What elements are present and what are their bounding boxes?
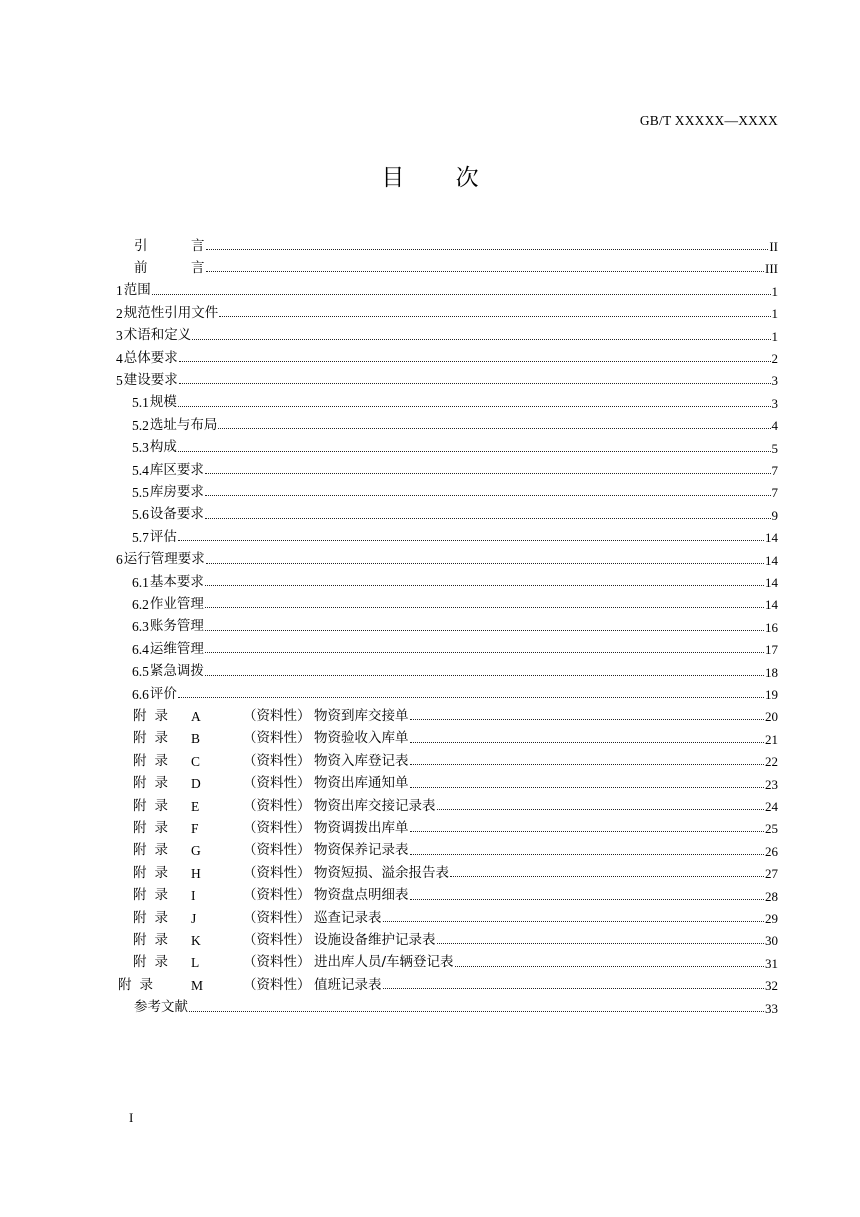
- dot-leader: [205, 630, 764, 631]
- toc-entry[interactable]: [116, 522, 778, 544]
- appendix-nature: （资料性）: [243, 730, 311, 747]
- dot-leader: [206, 271, 765, 272]
- section-title: 作业管理: [149, 595, 204, 612]
- toc-entry[interactable]: [116, 858, 778, 880]
- section-number: 5.7: [132, 529, 149, 545]
- section-number: 1: [116, 283, 123, 299]
- toc-page-number: 33: [765, 1000, 778, 1016]
- section-number: 5.1: [132, 395, 149, 411]
- dot-leader: [455, 966, 764, 967]
- toc-entry[interactable]: [116, 634, 778, 656]
- toc-entry-label: [133, 909, 382, 926]
- dot-leader: [219, 316, 770, 317]
- toc-entry[interactable]: [116, 410, 778, 432]
- dot-leader: [410, 742, 765, 743]
- appendix-prefix: 附录: [133, 864, 176, 881]
- section-title: 规模: [149, 394, 177, 411]
- toc-page-number: 1: [771, 328, 778, 344]
- toc-entry[interactable]: [116, 455, 778, 477]
- toc-entry[interactable]: [116, 746, 778, 768]
- appendix-nature: （资料性）: [243, 752, 311, 769]
- toc-page-number: 17: [765, 642, 778, 658]
- appendix-letter: M: [191, 977, 204, 993]
- toc-entry[interactable]: [116, 298, 778, 320]
- dot-leader: [410, 899, 765, 900]
- dot-leader: [179, 361, 771, 362]
- toc-entry-label: [132, 665, 204, 679]
- toc-entry-label: [116, 284, 151, 298]
- dot-leader: [178, 451, 771, 452]
- toc-entry-label: [132, 595, 204, 612]
- dot-leader: [205, 675, 764, 676]
- appendix-letter: B: [191, 731, 201, 747]
- appendix-prefix: 附录: [133, 909, 176, 926]
- dot-leader: [410, 787, 765, 788]
- toc-entry-label: [132, 685, 177, 702]
- section-title: 构成: [149, 439, 177, 456]
- section-number: 6.5: [132, 664, 149, 680]
- toc-entry-label: [133, 797, 436, 814]
- appendix-prefix: 附录: [133, 797, 176, 814]
- toc-page-number: 14: [765, 597, 778, 613]
- page-number: I: [129, 1110, 134, 1125]
- toc-entry[interactable]: [116, 231, 778, 253]
- section-number: 6.4: [132, 641, 149, 657]
- toc-entry-label: [133, 864, 449, 881]
- toc-entry-label: [132, 640, 204, 657]
- toc-page-number: 27: [765, 866, 778, 882]
- toc-entry-label: [133, 931, 436, 948]
- section-number: 6: [116, 552, 123, 568]
- toc-entry-label: [133, 777, 409, 791]
- appendix-title: 物资验收入库单: [314, 730, 409, 747]
- toc-entry-label: [133, 752, 409, 769]
- dot-leader: [152, 294, 771, 295]
- appendix-letter: L: [191, 955, 200, 971]
- toc-page-number: 2: [771, 351, 778, 366]
- section-title: 参考文献: [134, 999, 188, 1016]
- section-title: 库房要求: [149, 483, 204, 500]
- section-number: 2: [116, 305, 123, 321]
- section-title: 前 言: [134, 259, 220, 276]
- toc-entry[interactable]: [116, 567, 778, 589]
- appendix-letter: F: [191, 820, 199, 836]
- section-number: 3: [116, 328, 123, 344]
- toc-page-number: 14: [765, 530, 778, 546]
- dot-leader: [218, 428, 770, 429]
- toc-entry-label: [133, 844, 409, 858]
- toc-page-number: 5: [771, 440, 778, 456]
- section-title: 设备要求: [149, 506, 204, 523]
- toc-entry-label: [132, 573, 204, 590]
- toc-page-number: 19: [765, 687, 778, 702]
- dot-leader: [437, 943, 765, 944]
- toc-entry-label: [118, 976, 382, 993]
- dot-leader: [189, 1011, 764, 1012]
- toc-page-number: 1: [771, 306, 778, 322]
- section-title: 库区要求: [149, 461, 204, 478]
- toc-entry[interactable]: [116, 612, 778, 634]
- toc-page-number: 25: [765, 821, 778, 837]
- toc-entry[interactable]: [116, 993, 778, 1015]
- appendix-prefix: 附录: [133, 887, 176, 904]
- toc-entry[interactable]: [116, 276, 778, 298]
- section-number: 5.2: [132, 417, 149, 433]
- section-number: 5.4: [132, 462, 149, 478]
- section-title: 术语和定义: [123, 327, 192, 344]
- toc-entry[interactable]: [116, 769, 778, 791]
- appendix-title: 物资出库交接记录表: [314, 797, 436, 814]
- appendix-title: 物资到库交接单: [314, 707, 409, 724]
- toc-page-number: 14: [765, 552, 778, 568]
- appendix-letter: I: [191, 888, 196, 904]
- appendix-title: 值班记录表: [314, 976, 382, 993]
- toc-entry-label: [132, 416, 218, 433]
- toc-page-number: 18: [765, 664, 778, 680]
- toc-entry[interactable]: [116, 433, 778, 455]
- section-title: 范围: [123, 282, 151, 299]
- section-number: 5.5: [132, 484, 149, 500]
- toc-entry-label: [132, 483, 204, 500]
- appendix-letter: K: [191, 932, 201, 948]
- toc-page-number: 24: [765, 799, 778, 814]
- toc-entry-label: [134, 259, 220, 276]
- appendix-title: 物资调拨出库单: [314, 819, 409, 836]
- dot-leader: [205, 652, 764, 653]
- toc-page-number: 3: [771, 395, 778, 411]
- section-number: 4: [116, 350, 123, 366]
- toc-entry-label: [116, 553, 205, 567]
- toc-page-number: 32: [765, 978, 778, 994]
- appendix-title: 进出库人员/车辆登记表: [314, 954, 454, 971]
- toc-entry[interactable]: [116, 500, 778, 522]
- section-title: 紧急调拨: [149, 663, 204, 680]
- toc-page-number: 1: [771, 283, 778, 299]
- toc-entry-label: [116, 371, 178, 388]
- toc-entry[interactable]: [116, 881, 778, 903]
- toc-page-number: 7: [771, 485, 778, 501]
- toc-page-number: 4: [771, 418, 778, 434]
- dot-leader: [179, 383, 771, 384]
- toc-entry-label: [134, 1001, 188, 1015]
- toc-page-number: III: [765, 261, 778, 277]
- toc-page-number: 14: [765, 575, 778, 590]
- section-number: 6.3: [132, 619, 149, 635]
- toc-page-number: 23: [765, 776, 778, 792]
- appendix-prefix: 附录: [118, 976, 161, 993]
- toc-page-number: 20: [765, 709, 778, 725]
- appendix-nature: （资料性）: [243, 864, 311, 881]
- appendix-prefix: 附录: [133, 931, 176, 948]
- toc-page-number: 30: [765, 933, 778, 949]
- toc-page-number: 26: [765, 843, 778, 859]
- appendix-letter: C: [191, 753, 201, 769]
- dot-leader: [205, 495, 771, 496]
- toc-entry[interactable]: [116, 925, 778, 947]
- appendix-nature: （资料性）: [243, 707, 311, 724]
- toc-entry[interactable]: [116, 477, 778, 499]
- toc-entry-label: [133, 889, 409, 903]
- toc-entry-label: [132, 396, 177, 410]
- dot-leader: [206, 563, 764, 564]
- dot-leader: [178, 406, 771, 407]
- appendix-nature: （资料性）: [243, 887, 311, 904]
- toc-entry-label: [116, 329, 191, 343]
- dot-leader: [178, 540, 764, 541]
- section-title: 建设要求: [123, 371, 178, 388]
- dot-leader: [206, 249, 769, 250]
- toc-entry-label: [116, 349, 178, 366]
- toc-entry-label: [133, 732, 409, 746]
- toc-entry[interactable]: [116, 343, 778, 365]
- dot-leader: [410, 719, 765, 720]
- toc-entry[interactable]: [116, 365, 778, 387]
- toc-page-number: II: [769, 239, 778, 254]
- toc-entry[interactable]: [116, 970, 778, 992]
- section-number: 6.1: [132, 574, 149, 590]
- toc-entry-label: [132, 461, 204, 478]
- dot-leader: [205, 473, 771, 474]
- toc-entry[interactable]: [116, 813, 778, 835]
- appendix-title: 物资盘点明细表: [314, 887, 409, 904]
- toc-entry[interactable]: [116, 388, 778, 410]
- appendix-letter: H: [191, 865, 201, 881]
- toc-entry[interactable]: [116, 701, 778, 723]
- dot-leader: [205, 607, 764, 608]
- toc-entry[interactable]: [116, 321, 778, 343]
- section-number: 5.6: [132, 507, 149, 523]
- toc-entry-label: [132, 508, 204, 522]
- toc-entry[interactable]: [116, 545, 778, 567]
- toc-entry[interactable]: [116, 948, 778, 970]
- toc-entry[interactable]: [116, 791, 778, 813]
- appendix-prefix: 附录: [133, 819, 176, 836]
- appendix-nature: （资料性）: [243, 931, 311, 948]
- appendix-prefix: 附录: [133, 775, 176, 792]
- toc-entry[interactable]: [116, 724, 778, 746]
- dot-leader: [383, 988, 765, 989]
- toc-page-number: 9: [771, 507, 778, 523]
- appendix-title: 设施设备维护记录表: [314, 931, 436, 948]
- toc-entry[interactable]: [116, 836, 778, 858]
- dot-leader: [437, 809, 765, 810]
- section-title: 评价: [149, 685, 177, 702]
- toc-entry-label: [134, 237, 220, 254]
- appendix-nature: （资料性）: [243, 797, 311, 814]
- section-number: 5.3: [132, 440, 149, 456]
- section-title: 运行管理要求: [123, 551, 205, 568]
- section-title: 基本要求: [149, 573, 204, 590]
- toc-entry[interactable]: [116, 679, 778, 701]
- appendix-title: 物资出库通知单: [314, 775, 409, 792]
- appendix-prefix: 附录: [133, 842, 176, 859]
- dot-leader: [410, 764, 765, 765]
- toc-page-number: 21: [765, 731, 778, 747]
- toc-entry-label: [132, 528, 177, 545]
- toc-page-number: 29: [765, 911, 778, 926]
- section-title: 引 言: [134, 237, 220, 254]
- dot-leader: [205, 518, 771, 519]
- dot-leader: [205, 585, 764, 586]
- toc-entry-label: [132, 620, 204, 634]
- section-number: 6.2: [132, 596, 149, 612]
- toc-entry[interactable]: [116, 253, 778, 275]
- toc-page-number: 3: [771, 373, 778, 389]
- dot-leader: [410, 831, 765, 832]
- appendix-nature: （资料性）: [243, 909, 311, 926]
- appendix-letter: A: [191, 708, 201, 724]
- standard-code: GB/T XXXXX—XXXX: [639, 113, 778, 128]
- section-number: 5: [116, 372, 123, 388]
- appendix-letter: G: [191, 843, 201, 859]
- toc-entry-label: [133, 956, 454, 970]
- toc-entry[interactable]: [116, 657, 778, 679]
- dot-leader: [192, 339, 770, 340]
- toc-page-number: 16: [765, 619, 778, 635]
- toc-page-number: 28: [765, 888, 778, 904]
- appendix-nature: （资料性）: [243, 954, 311, 971]
- toc-entry[interactable]: [116, 589, 778, 611]
- appendix-letter: E: [191, 798, 200, 814]
- toc-entry-label: [116, 304, 219, 321]
- appendix-nature: （资料性）: [243, 976, 311, 993]
- section-title: 账务管理: [149, 618, 204, 635]
- toc-entry-label: [133, 819, 409, 836]
- dot-leader: [383, 921, 765, 922]
- section-title: 运维管理: [149, 640, 204, 657]
- toc-entry-label: [132, 441, 177, 455]
- appendix-nature: （资料性）: [243, 842, 311, 859]
- toc-page-number: 22: [765, 754, 778, 770]
- appendix-prefix: 附录: [133, 752, 176, 769]
- appendix-letter: J: [191, 910, 197, 926]
- appendix-nature: （资料性）: [243, 819, 311, 836]
- section-title: 选址与布局: [149, 416, 218, 433]
- appendix-prefix: 附录: [133, 707, 176, 724]
- appendix-title: 物资短损、溢余报告表: [314, 864, 449, 881]
- toc-entry-label: [133, 707, 409, 724]
- page-title: 目 次: [381, 165, 501, 191]
- section-title: 规范性引用文件: [123, 304, 219, 321]
- appendix-letter: D: [191, 776, 201, 792]
- appendix-title: 巡查记录表: [314, 909, 382, 926]
- appendix-title: 物资入库登记表: [314, 752, 409, 769]
- section-title: 总体要求: [123, 349, 178, 366]
- appendix-prefix: 附录: [133, 954, 176, 971]
- dot-leader: [178, 697, 764, 698]
- dot-leader: [450, 876, 764, 877]
- toc-page-number: 7: [771, 463, 778, 478]
- toc-page-number: 31: [765, 955, 778, 971]
- section-title: 评估: [149, 528, 177, 545]
- appendix-prefix: 附录: [133, 730, 176, 747]
- appendix-nature: （资料性）: [243, 775, 311, 792]
- dot-leader: [410, 854, 765, 855]
- toc-entry[interactable]: [116, 903, 778, 925]
- appendix-title: 物资保养记录表: [314, 842, 409, 859]
- section-number: 6.6: [132, 686, 149, 702]
